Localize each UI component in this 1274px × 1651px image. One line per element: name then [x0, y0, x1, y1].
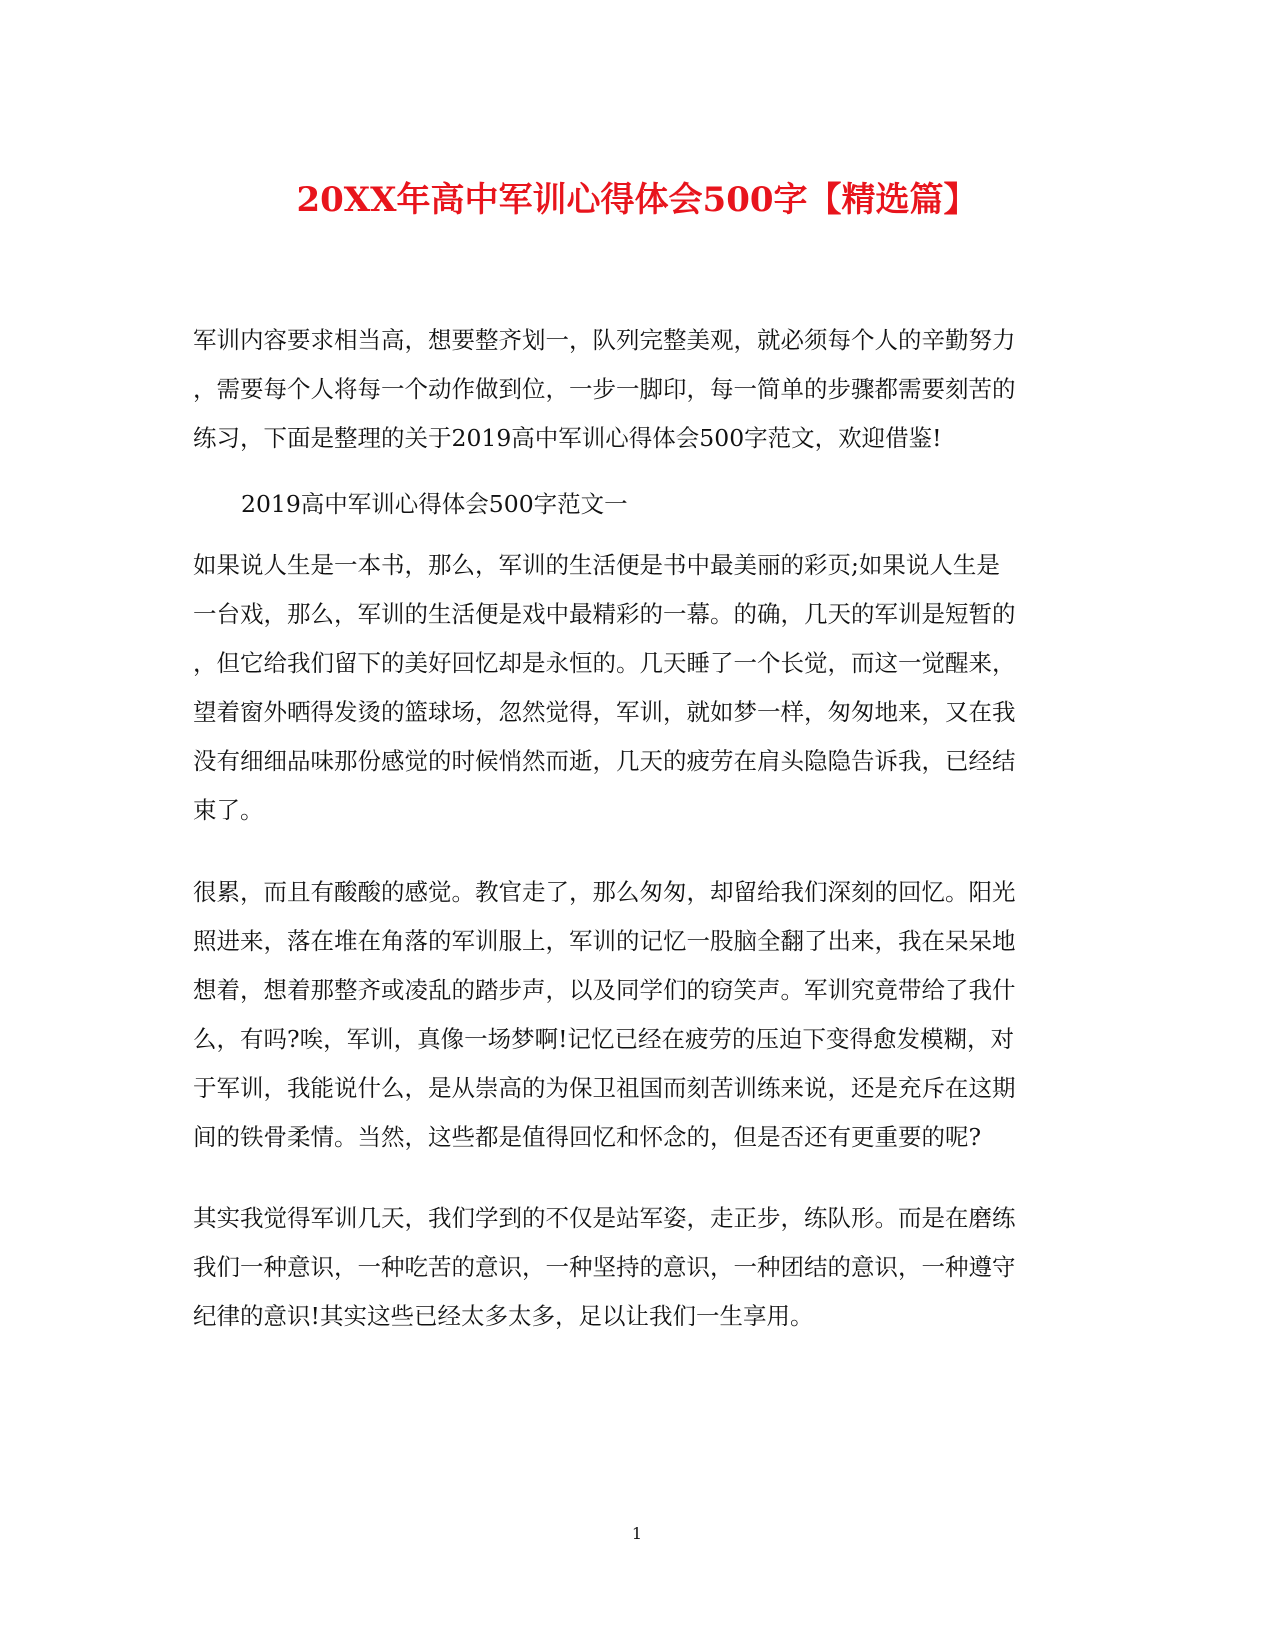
paragraph-1	[193, 541, 1069, 835]
intro-line: ，需要每个人将每一个动作做到位，一步一脚印，每一简单的步骤都需要刻苦的	[193, 375, 1016, 403]
paragraph-line: 么，有吗?唉，军训，真像一场梦啊!记忆已经在疲劳的压迫下变得愈发模糊，对	[193, 1025, 1015, 1053]
intro-line: 练习，下面是整理的关于2019高中军训心得体会500字范文，欢迎借鉴!	[193, 424, 942, 452]
paragraph-line: 照进来，落在堆在角落的军训服上，军训的记忆一股脑全翻了出来，我在呆呆地	[193, 927, 1016, 955]
paragraph-line: 间的铁骨柔情。当然，这些都是值得回忆和怀念的，但是否还有更重要的呢?	[193, 1123, 982, 1151]
paragraph-line: 没有细细品味那份感觉的时候悄然而逝，几天的疲劳在肩头隐隐告诉我，已经结	[193, 747, 1016, 775]
intro-line: 军训内容要求相当高，想要整齐划一，队列完整美观，就必须每个人的辛勤努力	[193, 326, 1016, 354]
page-number: 1	[631, 1524, 643, 1543]
paragraph-line: 想着，想着那整齐或凌乱的踏步声，以及同学们的窃笑声。军训究竟带给了我什	[193, 976, 1016, 1004]
document-title: 20XX年高中军训心得体会500字【精选篇】	[296, 180, 978, 220]
paragraph-line: 很累，而且有酸酸的感觉。教官走了，那么匆匆，却留给我们深刻的回忆。阳光	[193, 878, 1016, 906]
paragraph-2	[193, 868, 1069, 1162]
section-heading: 2019高中军训心得体会500字范文一	[241, 490, 628, 518]
paragraph-line: 我们一种意识，一种吃苦的意识，一种坚持的意识，一种团结的意识，一种遵守	[193, 1253, 1016, 1281]
paragraph-line: 于军训，我能说什么，是从崇高的为保卫祖国而刻苦训练来说，还是充斥在这期	[193, 1074, 1016, 1102]
intro-paragraph	[193, 316, 1069, 463]
paragraph-line: 纪律的意识!其实这些已经太多太多，足以让我们一生享用。	[193, 1302, 814, 1330]
paragraph-3	[193, 1194, 1069, 1341]
paragraph-line: ，但它给我们留下的美好回忆却是永恒的。几天睡了一个长觉，而这一觉醒来，	[193, 649, 1016, 677]
paragraph-line: 望着窗外晒得发烫的篮球场，忽然觉得，军训，就如梦一样，匆匆地来，又在我	[193, 698, 1016, 726]
paragraph-line: 束了。	[193, 796, 264, 824]
paragraph-line: 一台戏，那么，军训的生活便是戏中最精彩的一幕。的确，几天的军训是短暂的	[193, 600, 1016, 628]
paragraph-line: 其实我觉得军训几天，我们学到的不仅是站军姿，走正步，练队形。而是在磨练	[193, 1204, 1016, 1232]
paragraph-line: 如果说人生是一本书，那么，军训的生活便是书中最美丽的彩页;如果说人生是	[193, 551, 1000, 579]
